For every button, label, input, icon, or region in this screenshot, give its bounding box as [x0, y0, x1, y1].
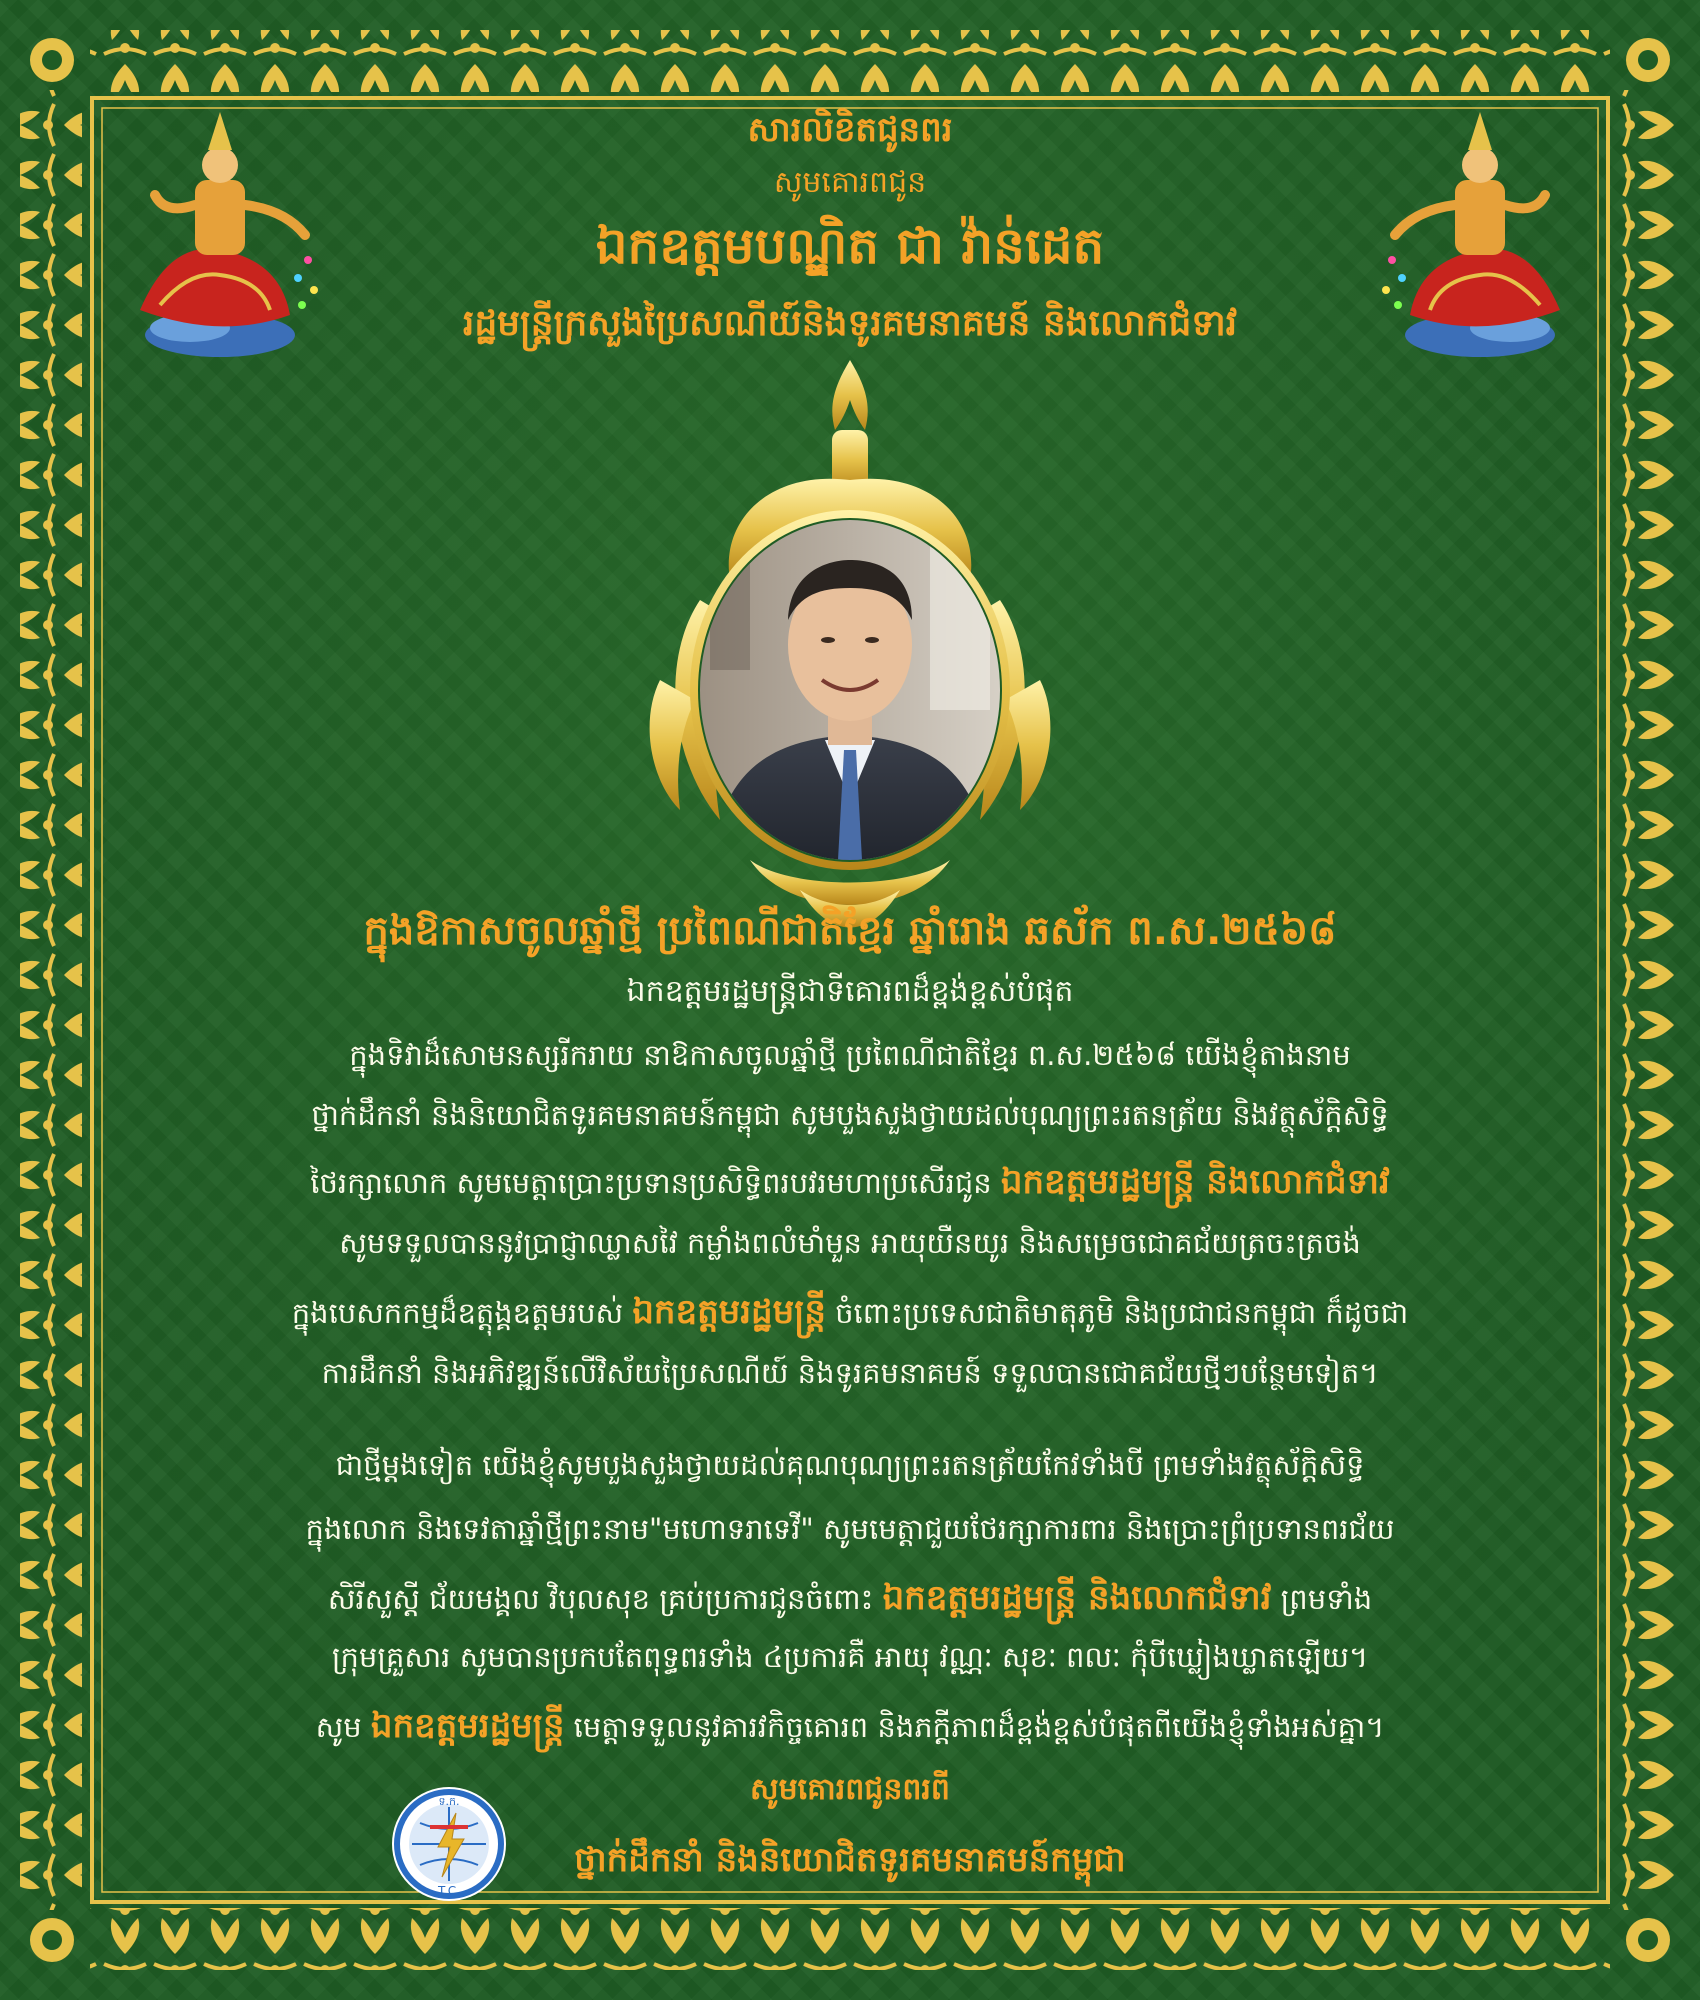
- paragraph1-line3: [0, 1160, 1700, 1210]
- paragraph2-line3-text-a: សិរីសួស្តី ជ័យមង្គល វិបុលសុខ គ្រប់ប្រការជូនចំពោះ: [327, 1582, 883, 1616]
- recipient-name: ឯកឧត្តមបណ្ឌិត ជា វ៉ាន់ដេត: [595, 217, 1105, 275]
- from-line: សូមគោរពជូនពរពី: [750, 1772, 950, 1807]
- paragraph2-line5: [0, 1704, 1700, 1754]
- minister-highlight-2: ឯកឧត្តមរដ្ឋមន្ត្រី: [370, 1706, 565, 1746]
- paragraph2-line3: [0, 1576, 1700, 1626]
- paragraph1-line4: សូមទទួលបាននូវប្រាជ្ញាឈ្លាសវៃ កម្លាំងពលំមាំមួន អាយុយឺនយូរ និងសម្រេចជោគជ័យត្រចះត្រចង់: [339, 1226, 1361, 1260]
- logo-top-text: ទ.ក.: [438, 1795, 460, 1808]
- paragraph1-line5-text-c: ចំពោះប្រទេសជាតិមាតុភូមិ និងប្រជាជនកម្ពុជា ក៏ដូចជា: [825, 1296, 1409, 1330]
- portrait-frame: [600, 360, 1100, 940]
- paragraph2-line3-text-c: ព្រមទាំង: [1271, 1582, 1373, 1616]
- paragraph2-line4: ក្រុមគ្រួសារ សូមបានប្រកបតែពុទ្ធពរទាំង ៤ប្រការគឺ អាយុ វណ្ណៈ សុខៈ ពលៈ កុំបីឃ្លៀងឃ្លាតឡើយ។: [331, 1640, 1369, 1674]
- paragraph2-line5-text-c: មេត្តាទទួលនូវគារវកិច្ចគោរព និងភក្តីភាពដ៏ខ្ពង់ខ្ពស់បំផុតពីយើងខ្ញុំទាំងអស់គ្នា។: [564, 1710, 1385, 1744]
- paragraph1-line6: ការដឹកនាំ និងអភិវឌ្ឍន៍លើវិស័យប្រៃសណីយ៍ និងទូរគមនាគមន៍ ទទួលបានជោគជ័យថ្មីៗបន្ថែមទៀត។: [321, 1356, 1379, 1390]
- logo-bottom-text: T.C.: [438, 1884, 460, 1898]
- minister-and-wife-highlight-2: ឯកឧត្តមរដ្ឋមន្ត្រី និងលោកជំទាវ: [882, 1578, 1272, 1618]
- paragraph2-line1: ជាថ្មីម្តងទៀត យើងខ្ញុំសូមបួងសួងថ្វាយដល់គុណបុណ្យព្រះរតនត្រ័យកែវទាំងបី ព្រមទាំងវត្ថុស័ក្តិសិទ្ធិ: [335, 1448, 1365, 1482]
- paragraph1-line5-text-a: ក្នុងបេសកកម្មដ៏ឧត្តុង្គឧត្តមរបស់: [291, 1296, 633, 1330]
- salutation: ឯកឧត្តមរដ្ឋមន្ត្រីជាទីគោរពដ៏ខ្ពង់ខ្ពស់បំផុត: [626, 974, 1074, 1009]
- letter-title: សារលិខិតជូនពរ: [747, 110, 953, 150]
- minister-highlight: ឯកឧត្តមរដ្ឋមន្ត្រី: [632, 1292, 826, 1332]
- recipient-title: រដ្ឋមន្ត្រីក្រសួងប្រៃសណីយ៍និងទូរគមនាគមន៍ និងលោកជំទាវ: [462, 303, 1238, 344]
- paragraph2-line2: ក្នុងលោក និងទេវតាឆ្នាំថ្មីព្រះនាម"មហោទរាទេវី" សូមមេត្តាជួយថែរក្សាការពារ និងប្រោះព្រំប្រទានពរជ័យ: [305, 1512, 1395, 1546]
- respect-line: សូមគោរពជូន: [773, 165, 927, 200]
- paragraph2-line5-text-a: សូម: [315, 1710, 371, 1744]
- minister-and-wife-highlight: ឯកឧត្តមរដ្ឋមន្ត្រី និងលោកជំទាវ: [1000, 1162, 1390, 1202]
- paragraph1-line3-text: ថៃរក្សាលោក សូមមេត្តាប្រោះប្រទានប្រសិទ្ធិពរបវរមហាប្រសើរជូន: [310, 1166, 1001, 1200]
- paragraph1-line1: ក្នុងទិវាដ៏សោមនស្សរីករាយ នាឱកាសចូលឆ្នាំថ្មី ប្រពៃណីជាតិខ្មែរ ព.ស.២៥៦៨ យើងខ្ញុំតាងនាម: [349, 1038, 1351, 1072]
- paragraph1-line5: [0, 1290, 1700, 1340]
- occasion-headline: ក្នុងឱកាសចូលឆ្នាំថ្មី ប្រពៃណីជាតិខ្មែរ ឆ្នាំរោង ឆស័ក ព.ស.២៥៦៨: [363, 908, 1337, 954]
- paragraph1-line2: ថ្នាក់ដឹកនាំ និងនិយោជិតទូរគមនាគមន៍កម្ពុជា សូមបួងសួងថ្វាយដល់បុណ្យព្រះរតនត្រ័យ និងវត្ថុស័ក្តិសិទ្ធិ: [311, 1098, 1389, 1132]
- telecom-cambodia-logo: [390, 1785, 508, 1903]
- sender-name: ថ្នាក់ដឹកនាំ និងនិយោជិតទូរគមនាគមន៍កម្ពុជា: [574, 1840, 1126, 1880]
